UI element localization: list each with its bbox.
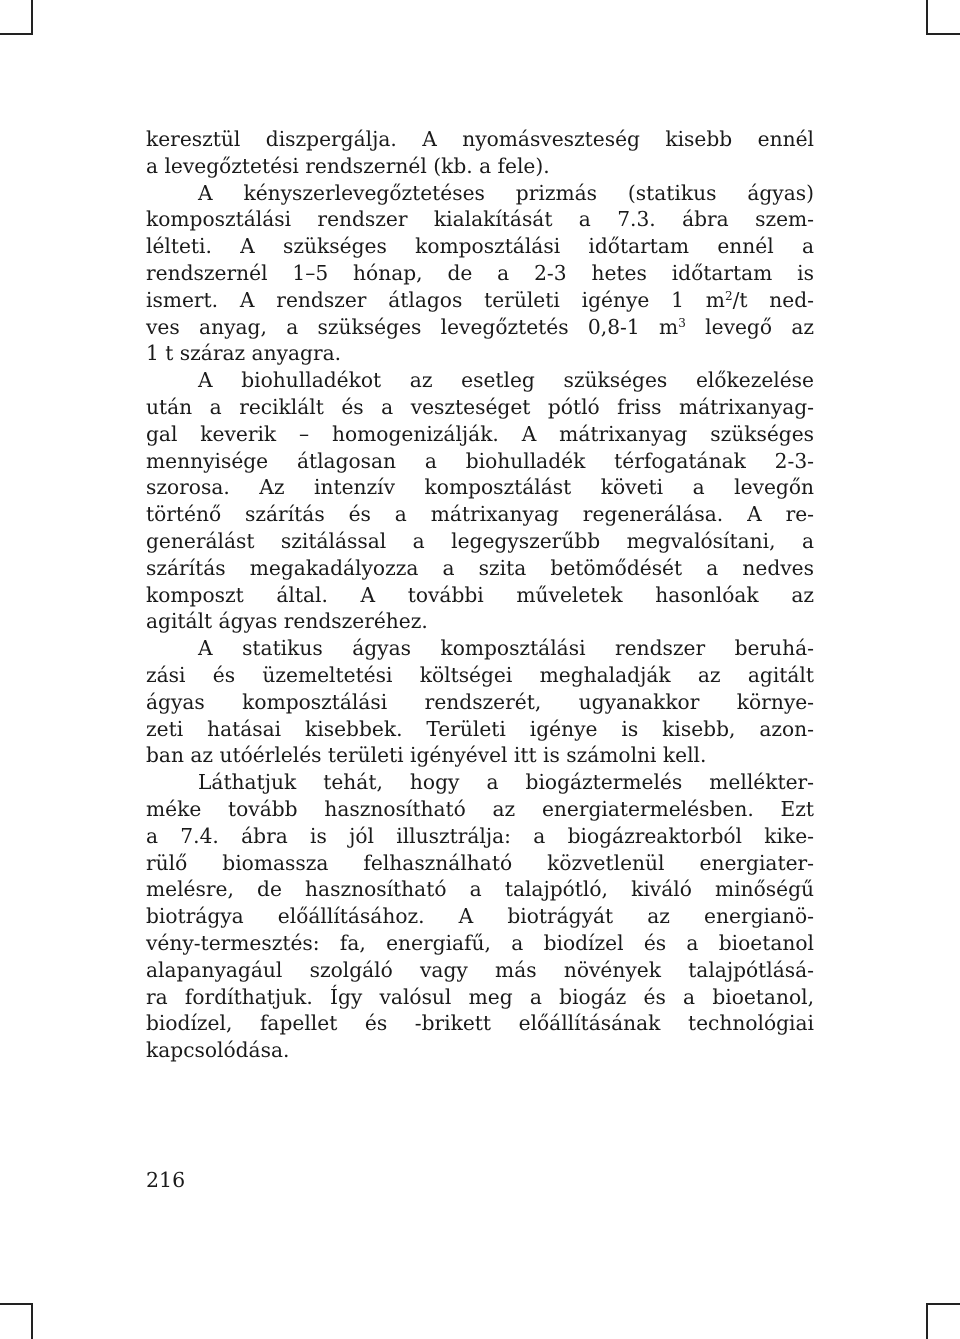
text-line: mennyisége átlagosan a biohulladék térfogatának 2-3- — [146, 448, 814, 473]
text-line: keresztül diszpergálja. A nyomásveszteség kisebb ennél — [146, 127, 814, 151]
text-line: ágyas komposztálási rendszerét, ugyanakkor környe- — [146, 689, 814, 714]
text-line: komposztálási rendszer kialakítását a 7.3. ábra szem- — [146, 207, 814, 232]
crop-mark-top-left-vertical — [31, 0, 33, 35]
text-line: lélteti. A szükséges komposztálási időtartam ennél a — [146, 234, 814, 259]
text-line: melésre, de hasznosítható a talajpótló, kiváló minőségű — [146, 877, 814, 902]
crop-mark-top-left-horizontal — [0, 33, 33, 35]
text-line: A statikus ágyas komposztálási rendszer beruhá- — [198, 636, 814, 661]
text-line: agitált ágyas rendszeréhez. — [146, 609, 428, 634]
text-line: biotrágya előállításához. A biotrágyát az energianö- — [146, 904, 814, 929]
text-line: vény-termesztés: fa, energiafű, a biodízel és a bioetanol — [146, 930, 814, 955]
crop-mark-bottom-left-vertical — [31, 1303, 33, 1339]
text-line: A biohulladékot az esetleg szükséges előkezelése — [198, 368, 814, 393]
text-line: ban az utóérlelés területi igényével itt is számolni kell. — [146, 743, 707, 768]
text-line: a levegőztetési rendszernél (kb. a fele). — [146, 153, 550, 178]
text-fragment: levegő az — [685, 314, 814, 339]
text-fragment: ves anyag, a szükséges levegőztetés 0,8-1 m — [146, 314, 679, 339]
text-line: A kényszerlevegőztetéses prizmás (statikus ágyas) — [198, 180, 814, 205]
text-line: generálást szitálással a legegyszerűbb megvalósítani, a — [146, 528, 814, 553]
text-line: után a reciklált és a veszteséget pótló friss mátrixanyag- — [146, 394, 814, 419]
text-line: 1 t száraz anyagra. — [146, 341, 342, 366]
text-line: kapcsolódása. — [146, 1038, 290, 1063]
text-fragment: /t ned- — [732, 287, 815, 312]
crop-mark-bottom-right-horizontal — [926, 1303, 960, 1305]
text-line: a 7.4. ábra is jól illusztrálja: a biogázreaktorból kike- — [146, 823, 814, 848]
text-line: Láthatjuk tehát, hogy a biogáztermelés mellékter- — [198, 770, 814, 795]
text-line: alapanyagául szolgáló vagy más növények talajpótlásá- — [146, 957, 814, 982]
text-line: zeti hatásai kisebbek. Területi igénye is kisebb, azon- — [146, 716, 814, 741]
text-line: rülő biomassza felhasználható közvetlenül energiater- — [146, 850, 814, 875]
crop-mark-bottom-left-horizontal — [0, 1303, 33, 1305]
body-text — [146, 126, 814, 1064]
text-line: biodízel, fapellet és -brikett előállításának technológiai — [146, 1011, 814, 1036]
text-line: szárítás megakadályozza a szita betömődését a nedves — [146, 555, 814, 580]
text-line: ra fordíthatjuk. Így valósul meg a biogáz és a bioetanol, — [146, 984, 814, 1009]
text-fragment: ismert. A rendszer átlagos területi igénye 1 m — [146, 287, 725, 312]
text-line — [146, 314, 814, 341]
crop-mark-bottom-right-vertical — [926, 1303, 928, 1339]
page-number: 216 — [146, 1168, 186, 1192]
text-line: gal keverik – homogenizálják. A mátrixanyag szükséges — [146, 421, 814, 446]
text-line — [146, 287, 814, 314]
text-line: zási és üzemeltetési költségei meghaladják az agitált — [146, 662, 814, 687]
text-line: rendszernél 1–5 hónap, de a 2-3 hetes időtartam is — [146, 260, 814, 285]
crop-mark-top-right-vertical — [926, 0, 928, 35]
crop-mark-top-right-horizontal — [926, 33, 960, 35]
superscript: 3 — [678, 315, 686, 330]
text-line: történő szárítás és a mátrixanyag regenerálása. A re- — [146, 502, 814, 527]
text-line: szorosa. Az intenzív komposztálást követi a levegőn — [146, 475, 814, 500]
text-line: méke tovább hasznosítható az energiatermelésben. Ezt — [146, 796, 814, 821]
superscript: 2 — [724, 288, 733, 303]
text-line: komposzt által. A további műveletek hasonlóak az — [146, 582, 814, 607]
